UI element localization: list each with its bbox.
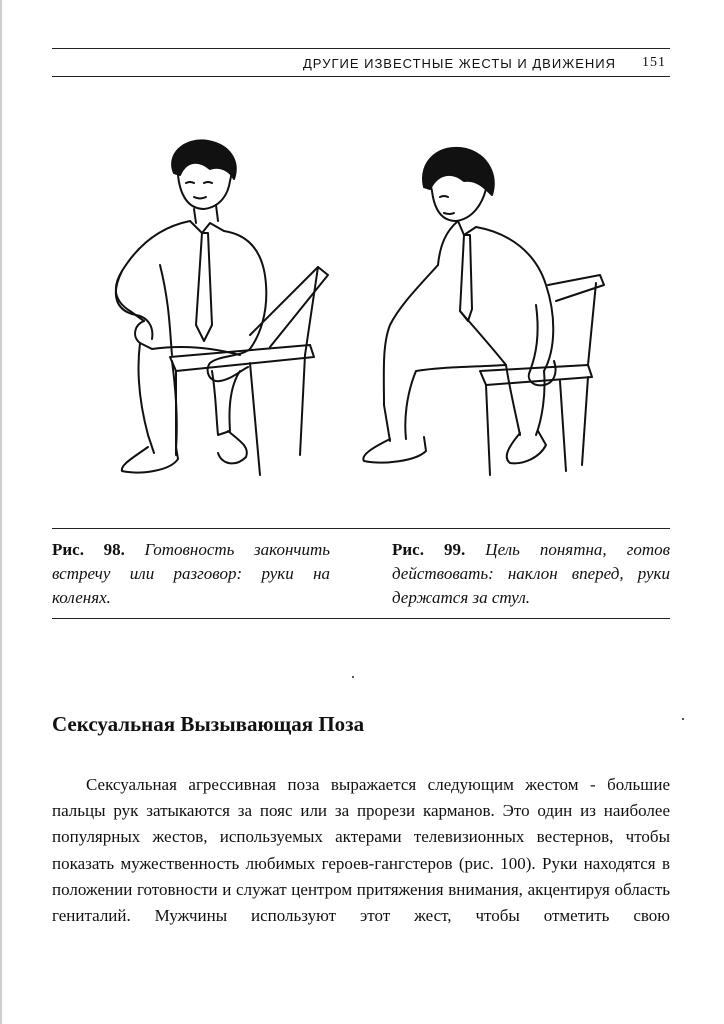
figure-98-illustration (100, 135, 340, 485)
figure-99-label: Рис. 99. (392, 540, 466, 559)
header-bottom-rule (52, 76, 670, 77)
caption-bottom-rule (52, 618, 670, 619)
figure-98-label: Рис. 98. (52, 540, 125, 559)
caption-top-rule (52, 528, 670, 529)
figure-98-caption (52, 538, 330, 610)
page-number: 151 (642, 55, 666, 70)
scan-speck (682, 718, 684, 720)
figure-99-caption (392, 538, 670, 610)
body-paragraph: Сексуальная агрессивная поза выражается следующим жестом - большие пальцы рук затыкаются за пояс или за прорези карманов. Это один из наиболее популярных жестов, используемых актерами телевизионных вестернов, чтобы показать мужественность любимых героев-гангстеров (рис. 100). Руки находятся в положении готовности и служат центром притяжения внимания, акцентируя область гениталий. Мужчины используют этот жест, чтобы отметить свою (52, 775, 670, 926)
section-heading: Сексуальная Вызывающая Поза (52, 712, 365, 736)
figure-99-illustration (360, 135, 620, 485)
page-edge (0, 0, 2, 1024)
running-head (52, 52, 670, 74)
figure-98-caption-text: Готовность закончить встречу или разговор: руки на коленях. (52, 540, 330, 607)
running-head-title: ДРУГИЕ ИЗВЕСТНЫЕ ЖЕСТЫ И ДВИЖЕНИЯ (303, 55, 616, 71)
scan-speck (352, 676, 354, 678)
header-top-rule (52, 48, 670, 49)
figure-99-caption-text: Цель понятна, готов действовать: наклон вперед, руки держатся за стул. (392, 540, 670, 607)
